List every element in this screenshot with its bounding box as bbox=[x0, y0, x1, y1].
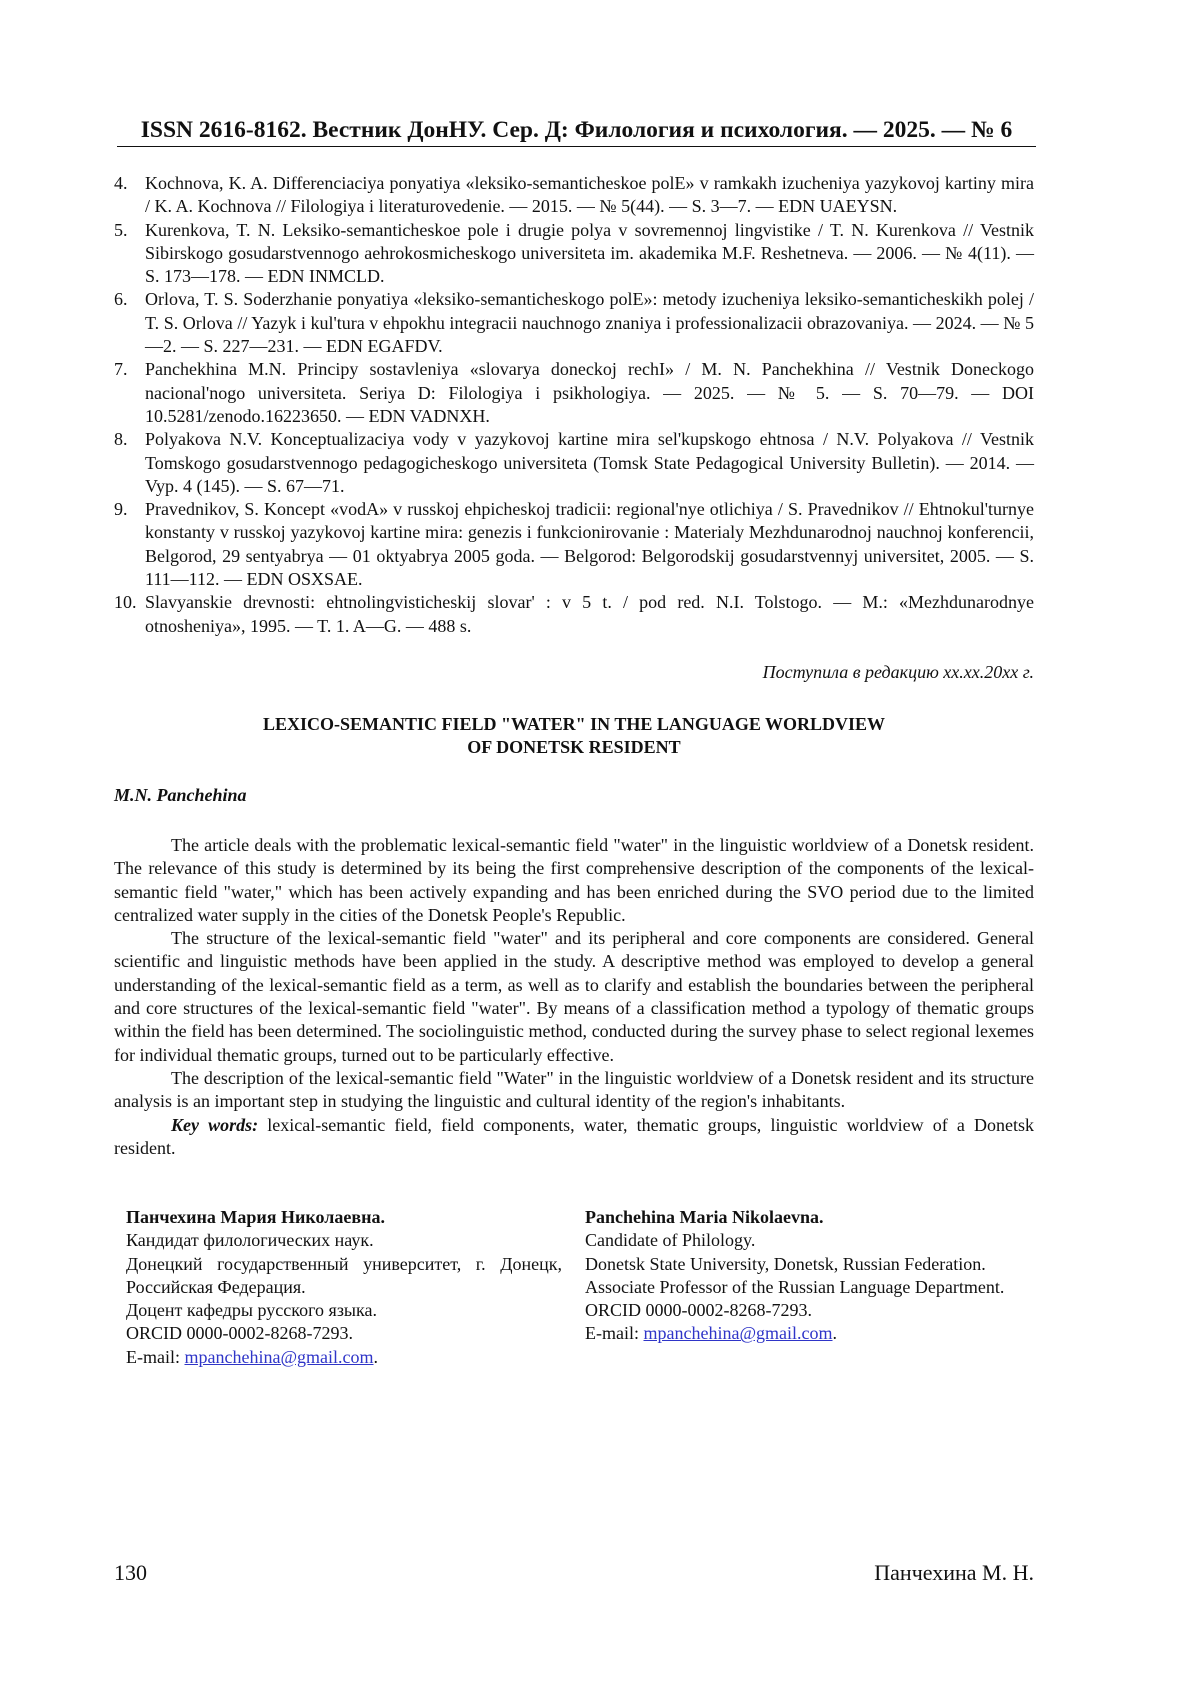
author-info-russian bbox=[126, 1206, 562, 1369]
abstract-paragraph: The structure of the lexical-semantic field "water" and its peripheral and core components are considered. General scientific and linguistic methods have been applied in the study. A descriptive method was employed to develop a general understanding of the lexical-semantic field as a term, as well as to clarify and establish the boundaries between the peripheral and core structures of the lexical-semantic field "water". By means of a classification method a typology of thematic groups within the field has been determined. The sociolinguistic method, conducted during the survey phase to select regional lexemes for individual thematic groups, turned out to be particularly effective. bbox=[114, 928, 1034, 1065]
author-info-english bbox=[585, 1206, 1025, 1346]
reference-number: 9. bbox=[114, 499, 128, 520]
reference-number: 5. bbox=[114, 219, 128, 240]
received-note: Поступила в редакцию хх.хх.20хх г. bbox=[762, 662, 1034, 682]
reference-item bbox=[114, 591, 1034, 638]
author-degree: Candidate of Philology. bbox=[585, 1230, 756, 1251]
keywords-label: Key words: bbox=[171, 1114, 259, 1135]
author-name: Panchehina Maria Nikolaevna. bbox=[585, 1207, 824, 1227]
reference-text: Pravednikov, S. Koncept «vodA» v russkoj ehpicheskoj tradicii: regional'nye otlichiya / S. Pravednikov // Ehtnokul'turnye konstanty v russkoj yazykovoj kartine mira: genezis i funkcionirovanie : Materialy Mezhdunarodnoj nauchnoj konferencii, Belgorod, 29 sentyabrya — 01 oktyabrya 2005 goda. — Belgorod: Belgorodskij gosudarstvennyj universitet, 2005. — S. 111—112. — EDN OSXSAE. bbox=[145, 499, 1034, 590]
reference-text: Slavyanskie drevnosti: ehtnolingvisticheskij slovar' : v 5 t. / pod red. N.I. Tolstogo. — M.: «Mezhdunarodnye otnosheniya», 1995. — T. 1. A—G. — 488 s. bbox=[145, 592, 1034, 636]
reference-item bbox=[114, 428, 1034, 498]
article-author: M.N. Panchehina bbox=[114, 785, 247, 805]
author-position: Associate Professor of the Russian Language Department. bbox=[585, 1276, 1005, 1297]
footer-author: Панчехина М. Н. bbox=[874, 1560, 1034, 1585]
running-header: ISSN 2616-8162. Вестник ДонНУ. Сер. Д: Филология и психология. — 2025. — № 6 bbox=[117, 116, 1036, 147]
email-label: E-mail: bbox=[126, 1346, 185, 1367]
keywords bbox=[114, 1114, 1034, 1161]
reference-list bbox=[114, 172, 1034, 638]
abstract bbox=[114, 834, 1034, 1160]
reference-text: Polyakova N.V. Konceptualizaciya vody v yazykovoj kartine mira sel'kupskogo ehtnosa / N.V. Polyakova // Vestnik Tomskogo gosudarstvennogo pedagogicheskogo universiteta (Tomsk State Pedagogical University Bulletin). — 2014. — Vyp. 4 (145). — S. 67—71. bbox=[145, 429, 1034, 496]
abstract-paragraph: The article deals with the problematic lexical-semantic field "water" in the linguistic worldview of a Donetsk resident. The relevance of this study is determined by its being the first comprehensive description of the components of the lexical-semantic field "water," which has been actively expanding and has been enriched during the SVO period due to the limited centralized water supply in the cities of the Donetsk People's Republic. bbox=[114, 835, 1034, 925]
reference-item bbox=[114, 172, 1034, 219]
author-degree: Кандидат филологических наук. bbox=[126, 1230, 374, 1251]
abstract-paragraph: The description of the lexical-semantic field "Water" in the linguistic worldview of a Donetsk resident and its structure analysis is an important step in studying the linguistic and cultural identity of the region's inhabitants. bbox=[114, 1067, 1034, 1112]
reference-number: 8. bbox=[114, 429, 128, 450]
author-email-line bbox=[585, 1322, 1025, 1345]
email-suffix: . bbox=[373, 1346, 379, 1367]
keywords-text: lexical-semantic field, field components, water, thematic groups, linguistic worldview of a Donetsk resident. bbox=[114, 1114, 1034, 1158]
reference-item bbox=[114, 288, 1034, 358]
author-name: Панчехина Мария Николаевна. bbox=[126, 1207, 385, 1227]
reference-number: 6. bbox=[114, 289, 128, 310]
reference-number: 7. bbox=[114, 359, 128, 380]
email-label: E-mail: bbox=[585, 1323, 644, 1344]
author-position: Доцент кафедры русского языка. bbox=[126, 1300, 377, 1321]
reference-text: Orlova, T. S. Soderzhanie ponyatiya «leksiko-semanticheskogo polE»: metody izucheniya leksiko-semanticheskikh polej / T. S. Orlova // Yazyk i kul'tura v ehpokhu integracii nauchnogo znaniya i professionalizacii obrazovaniya. — 2024. — № 5—2. — S. 227—231. — EDN EGAFDV. bbox=[145, 289, 1034, 357]
email-link[interactable]: mpanchehina@gmail.com bbox=[643, 1323, 833, 1344]
email-link[interactable]: mpanchehina@gmail.com bbox=[184, 1346, 374, 1367]
reference-item bbox=[114, 219, 1034, 289]
article-title bbox=[114, 713, 1034, 759]
reference-text: Kochnova, K. A. Differenciaciya ponyatiya «leksiko-semanticheskoe polE» v ramkakh izucheniya yazykovoj kartiny mira / K. A. Kochnova // Filologiya i literaturovedenie. — 2015. — № 5(44). — S. 3—7. — EDN UAEYSN. bbox=[145, 173, 1034, 217]
reference-text: Kurenkova, T. N. Leksiko-semanticheskoe pole i drugie polya v sovremennoj lingvistike / T. N. Kurenkova // Vestnik Sibirskogo gosudarstvennogo aehrokosmicheskogo universiteta im. akademika M.F. Reshetneva. — 2006. — № 4(11). — S. 173—178. — EDN INMCLD. bbox=[145, 219, 1034, 287]
page-number: 130 bbox=[114, 1560, 147, 1585]
author-orcid: ORCID 0000-0002-8268-7293. bbox=[585, 1300, 812, 1321]
author-affiliation: Donetsk State University, Donetsk, Russian Federation. bbox=[585, 1253, 986, 1274]
reference-text: Panchekhina M.N. Principy sostavleniya «slovarya doneckoj rechI» / M. N. Panchekhina // Vestnik Doneckogo nacional'nogo universiteta. Seriya D: Filologiya i psikhologiya. — 2025. — № 5. — S. 70—79. — DOI 10.5281/zenodo.16223650. — EDN VADNXH. bbox=[145, 359, 1034, 426]
reference-number: 4. bbox=[114, 173, 128, 193]
author-email-line bbox=[126, 1346, 562, 1369]
reference-number: 10. bbox=[114, 592, 137, 613]
article-title-line: LEXICO-SEMANTIC FIELD "WATER" IN THE LANGUAGE WORLDVIEW bbox=[262, 714, 886, 734]
author-orcid: ORCID 0000-0002-8268-7293. bbox=[126, 1323, 353, 1344]
article-title-line: OF DONETSK RESIDENT bbox=[467, 737, 681, 757]
reference-item bbox=[114, 498, 1034, 591]
author-affiliation: Донецкий государственный университет, г. Донецк, Российская Федерация. bbox=[126, 1253, 562, 1297]
email-suffix: . bbox=[832, 1323, 838, 1344]
reference-item bbox=[114, 358, 1034, 428]
